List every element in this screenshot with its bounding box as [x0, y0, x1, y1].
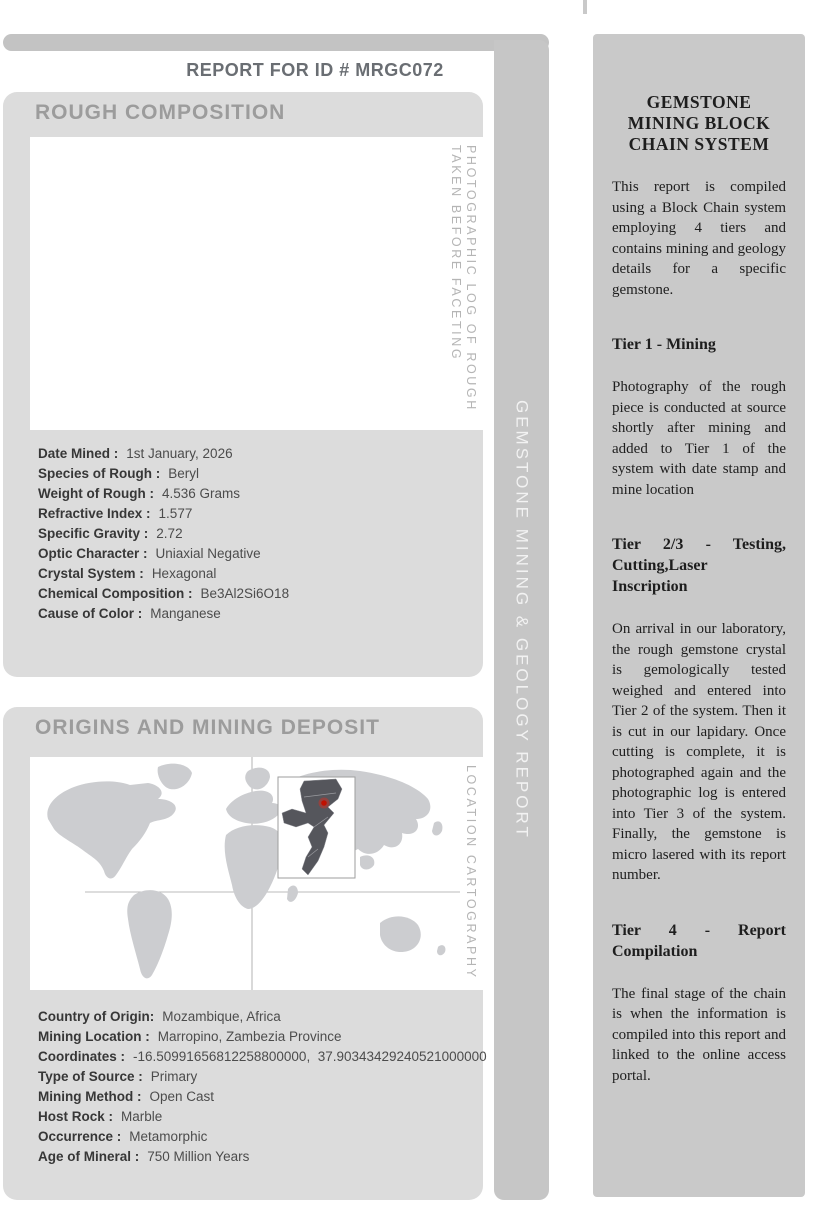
photo-caption-line1: PHOTOGRAPHIC LOG OF ROUGH	[464, 145, 478, 412]
field-row	[38, 604, 289, 624]
field-label: Species of Rough :	[38, 466, 161, 481]
mine-location-marker	[321, 800, 327, 806]
field-row	[38, 1047, 487, 1067]
band-caption: GEMSTONE MINING & GEOLOGY REPORT	[512, 400, 532, 840]
field-value: Primary	[150, 1069, 198, 1084]
tier4-body: The final stage of the chain is when the information is compiled into this report and linked to the online access portal.	[612, 985, 786, 1084]
field-row	[38, 484, 289, 504]
field-value: Manganese	[150, 606, 221, 621]
sidebar-title-line2: MINING BLOCK	[627, 113, 771, 133]
tier1-heading: Tier 1 - Mining	[612, 336, 716, 353]
field-row	[38, 584, 289, 604]
field-row	[38, 1107, 487, 1127]
field-value: Marropino, Zambezia Province	[157, 1029, 342, 1044]
sidebar-intro: This report is compiled using a Block Chain system employing 4 tiers and contains mining and geology details for a specific gemstone.	[612, 179, 786, 298]
field-value: -16.50991656812258800000, 37.90343429240521000000	[133, 1049, 487, 1064]
field-row	[38, 524, 289, 544]
tier1-body: Photography of the rough piece is conducted at source shortly after mining and added to Tier 1 of the system with date stamp and mine location	[612, 379, 786, 498]
field-label: Cause of Color :	[38, 606, 143, 621]
field-row	[38, 564, 289, 584]
field-label: Weight of Rough :	[38, 486, 154, 501]
rough-composition-header: ROUGH COMPOSITION	[35, 101, 286, 124]
field-row	[38, 1007, 487, 1027]
field-value: Hexagonal	[151, 566, 217, 581]
field-value: Mozambique, Africa	[162, 1009, 281, 1024]
field-row	[38, 1127, 487, 1147]
photo-log-area	[30, 137, 483, 430]
field-row	[38, 1087, 487, 1107]
field-label: Refractive Index :	[38, 506, 151, 521]
origins-panel	[3, 707, 487, 1200]
field-row	[38, 444, 289, 464]
map-caption-line: LOCATION CARTOGRAPHY	[464, 765, 478, 980]
blockchain-sidebar	[593, 34, 805, 1197]
photo-caption	[448, 145, 478, 412]
field-value: Open Cast	[149, 1089, 215, 1104]
field-value: Beryl	[168, 466, 200, 481]
field-label: Chemical Composition :	[38, 586, 193, 601]
tier4-heading: Tier 4 - Report Compilation	[612, 921, 786, 960]
rough-composition-panel	[3, 92, 483, 677]
field-label: Coordinates :	[38, 1049, 126, 1064]
rough-fields	[38, 444, 289, 624]
header-bar	[3, 34, 549, 51]
field-label: Occurrence :	[38, 1129, 122, 1144]
field-label: Age of Mineral :	[38, 1149, 140, 1164]
field-label: Crystal System :	[38, 566, 144, 581]
sidebar-title-line1: GEMSTONE	[646, 92, 752, 112]
field-value: 2.72	[156, 526, 183, 541]
page-title: REPORT FOR ID # MRGC072	[186, 60, 444, 80]
field-value: 1.577	[158, 506, 193, 521]
field-value: 750 Million Years	[147, 1149, 250, 1164]
tier23-body: On arrival in our laboratory, the rough gemstone crystal is gemologically tested weighed and entered into Tier 2 of the system. Then it is cut in our lapidary. Once cutting is complete, it is photographed again and the photographic log is entered into Tier 3 of the system. Finally, the gemstone is micro lasered with its report number.	[612, 621, 786, 883]
field-row	[38, 464, 289, 484]
vertical-band	[494, 40, 549, 1200]
field-row	[38, 1067, 487, 1087]
location-map-area	[30, 757, 483, 990]
sidebar-title-line3: CHAIN SYSTEM	[628, 134, 770, 154]
field-value: Metamorphic	[129, 1129, 208, 1144]
page-top-tick	[583, 0, 587, 14]
world-map	[30, 757, 483, 990]
origins-header: ORIGINS AND MINING DEPOSIT	[35, 716, 380, 739]
sidebar-title	[612, 92, 786, 155]
field-label: Host Rock :	[38, 1109, 114, 1124]
field-value: 4.536 Grams	[161, 486, 241, 501]
field-label: Optic Character :	[38, 546, 148, 561]
field-row	[38, 1147, 487, 1167]
field-label: Mining Method :	[38, 1089, 142, 1104]
field-row	[38, 544, 289, 564]
field-label: Mining Location :	[38, 1029, 150, 1044]
tier23-heading: Tier 2/3 - Testing, Cutting,Laser Inscription	[612, 536, 786, 595]
field-value: 1st January, 2026	[126, 446, 233, 461]
field-label: Country of Origin:	[38, 1009, 155, 1024]
field-value: Marble	[121, 1109, 163, 1124]
origins-fields	[38, 1007, 487, 1167]
mozambique-inset	[278, 777, 355, 878]
field-row	[38, 1027, 487, 1047]
field-row	[38, 504, 289, 524]
photo-caption-line2: TAKEN BEFORE FACETING	[449, 145, 463, 362]
map-caption	[463, 765, 478, 980]
field-label: Specific Gravity :	[38, 526, 149, 541]
field-label: Type of Source :	[38, 1069, 143, 1084]
field-value: Be3Al2Si6O18	[200, 586, 290, 601]
field-label: Date Mined :	[38, 446, 119, 461]
field-value: Uniaxial Negative	[155, 546, 261, 561]
